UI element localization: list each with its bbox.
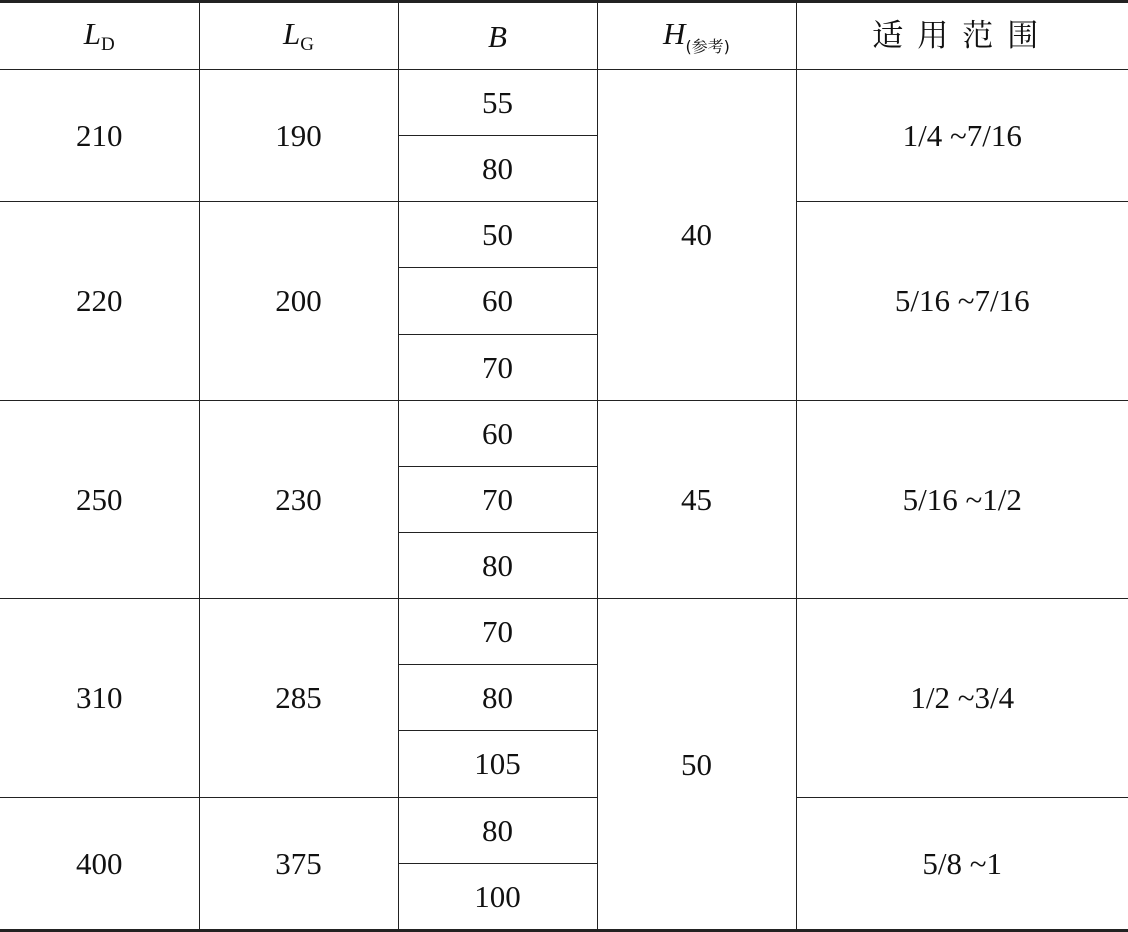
cell-ld: 210 (0, 70, 199, 202)
cell-b: 55 (398, 70, 597, 136)
table-row (0, 202, 1128, 268)
cell-b: 100 (398, 863, 597, 930)
cell-ld: 400 (0, 797, 199, 930)
cell-b: 80 (398, 136, 597, 202)
cell-range: 5/16 ~7/16 (796, 202, 1128, 400)
cell-b: 80 (398, 665, 597, 731)
cell-lg: 230 (199, 400, 398, 598)
table-row (0, 797, 1128, 863)
cell-lg: 375 (199, 797, 398, 930)
cell-h: 40 (597, 70, 796, 401)
cell-lg: 285 (199, 599, 398, 797)
cell-range: 5/16 ~1/2 (796, 400, 1128, 598)
cell-ld: 250 (0, 400, 199, 598)
cell-range: 1/4 ~7/16 (796, 70, 1128, 202)
header-ld (0, 2, 199, 70)
header-lg-sub: G (300, 34, 314, 55)
cell-lg: 200 (199, 202, 398, 400)
cell-ld: 310 (0, 599, 199, 797)
table-row (0, 400, 1128, 466)
table-row (0, 599, 1128, 665)
cell-b: 70 (398, 599, 597, 665)
cell-b: 60 (398, 268, 597, 334)
header-h-main: H (663, 15, 686, 51)
header-lg (199, 2, 398, 70)
table-row (0, 70, 1128, 136)
header-ld-main: L (83, 16, 101, 51)
cell-b: 60 (398, 400, 597, 466)
header-b (398, 2, 597, 70)
header-lg-main: L (283, 16, 301, 51)
header-range (796, 2, 1128, 70)
cell-h: 45 (597, 400, 796, 598)
cell-b: 70 (398, 334, 597, 400)
header-h (597, 2, 796, 70)
header-b-label: B (488, 18, 507, 54)
cell-b: 105 (398, 731, 597, 797)
header-row (0, 2, 1128, 70)
header-range-label: 适用范围 (872, 18, 1053, 54)
cell-b: 80 (398, 532, 597, 598)
cell-range: 1/2 ~3/4 (796, 599, 1128, 797)
cell-lg: 190 (199, 70, 398, 202)
cell-ld: 220 (0, 202, 199, 400)
cell-b: 70 (398, 466, 597, 532)
header-h-sub: (参考) (685, 36, 730, 56)
cell-h: 50 (597, 599, 796, 931)
cell-b: 80 (398, 797, 597, 863)
header-ld-sub: D (101, 34, 115, 55)
cell-b: 50 (398, 202, 597, 268)
cell-range: 5/8 ~1 (796, 797, 1128, 930)
